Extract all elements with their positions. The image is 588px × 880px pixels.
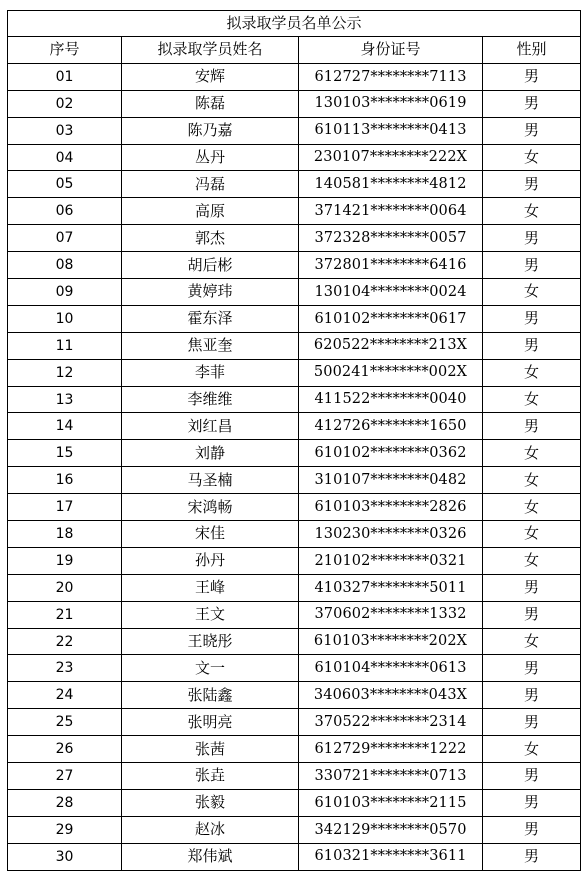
- table-row: [8, 198, 581, 225]
- cell-serial: 03: [8, 117, 122, 144]
- cell-id-number: 140581********4812: [299, 171, 483, 198]
- table-row: [8, 467, 581, 494]
- cell-name: 张垚: [122, 763, 299, 790]
- cell-id-number: 412726********1650: [299, 413, 483, 440]
- cell-name: 王峰: [122, 574, 299, 601]
- cell-id-number: 210102********0321: [299, 547, 483, 574]
- header-gender: 性别: [483, 37, 581, 64]
- cell-id-number: 330721********0713: [299, 763, 483, 790]
- cell-serial: 10: [8, 305, 122, 332]
- cell-id-number: 370522********2314: [299, 709, 483, 736]
- cell-id-number: 610321********3611: [299, 843, 483, 870]
- cell-id-number: 610103********2826: [299, 494, 483, 521]
- cell-name: 郑伟斌: [122, 843, 299, 870]
- cell-serial: 17: [8, 494, 122, 521]
- cell-name: 霍东泽: [122, 305, 299, 332]
- table-row: [8, 144, 581, 171]
- cell-name: 黄婷玮: [122, 279, 299, 306]
- cell-name: 李维维: [122, 386, 299, 413]
- cell-gender: 男: [483, 90, 581, 117]
- header-name: 拟录取学员姓名: [122, 37, 299, 64]
- cell-id-number: 310107********0482: [299, 467, 483, 494]
- admission-table: [7, 10, 581, 871]
- table-row: [8, 601, 581, 628]
- cell-serial: 26: [8, 736, 122, 763]
- cell-name: 李菲: [122, 359, 299, 386]
- cell-gender: 女: [483, 736, 581, 763]
- cell-id-number: 342129********0570: [299, 816, 483, 843]
- cell-serial: 12: [8, 359, 122, 386]
- table-row: [8, 763, 581, 790]
- table-row: [8, 736, 581, 763]
- cell-serial: 04: [8, 144, 122, 171]
- cell-id-number: 340603********043X: [299, 682, 483, 709]
- cell-gender: 女: [483, 359, 581, 386]
- cell-serial: 02: [8, 90, 122, 117]
- admission-list-sheet: [7, 10, 580, 871]
- cell-serial: 29: [8, 816, 122, 843]
- cell-serial: 27: [8, 763, 122, 790]
- cell-id-number: 130103********0619: [299, 90, 483, 117]
- table-row: [8, 117, 581, 144]
- cell-serial: 15: [8, 440, 122, 467]
- cell-id-number: 610103********202X: [299, 628, 483, 655]
- table-body: [8, 63, 581, 870]
- table-row: [8, 628, 581, 655]
- cell-id-number: 130230********0326: [299, 521, 483, 548]
- cell-serial: 21: [8, 601, 122, 628]
- cell-serial: 14: [8, 413, 122, 440]
- cell-name: 宋鸿畅: [122, 494, 299, 521]
- table-row: [8, 225, 581, 252]
- cell-serial: 01: [8, 63, 122, 90]
- cell-id-number: 372801********6416: [299, 252, 483, 279]
- cell-serial: 08: [8, 252, 122, 279]
- cell-gender: 男: [483, 63, 581, 90]
- cell-gender: 女: [483, 279, 581, 306]
- table-row: [8, 252, 581, 279]
- table-row: [8, 574, 581, 601]
- cell-serial: 11: [8, 332, 122, 359]
- cell-id-number: 370602********1332: [299, 601, 483, 628]
- cell-gender: 男: [483, 789, 581, 816]
- table-row: [8, 843, 581, 870]
- cell-name: 赵冰: [122, 816, 299, 843]
- cell-serial: 05: [8, 171, 122, 198]
- cell-id-number: 610103********2115: [299, 789, 483, 816]
- cell-name: 刘静: [122, 440, 299, 467]
- cell-id-number: 612727********7113: [299, 63, 483, 90]
- table-row: [8, 494, 581, 521]
- table-row: [8, 63, 581, 90]
- cell-serial: 19: [8, 547, 122, 574]
- table-row: [8, 709, 581, 736]
- cell-id-number: 610102********0362: [299, 440, 483, 467]
- cell-gender: 女: [483, 198, 581, 225]
- cell-id-number: 372328********0057: [299, 225, 483, 252]
- header-row: [8, 37, 581, 64]
- cell-gender: 女: [483, 547, 581, 574]
- cell-name: 刘红昌: [122, 413, 299, 440]
- table-row: [8, 413, 581, 440]
- cell-serial: 18: [8, 521, 122, 548]
- cell-gender: 女: [483, 494, 581, 521]
- cell-serial: 28: [8, 789, 122, 816]
- cell-gender: 女: [483, 440, 581, 467]
- cell-name: 陈乃嘉: [122, 117, 299, 144]
- cell-name: 张茜: [122, 736, 299, 763]
- table-row: [8, 90, 581, 117]
- cell-name: 王文: [122, 601, 299, 628]
- cell-id-number: 610104********0613: [299, 655, 483, 682]
- cell-gender: 男: [483, 171, 581, 198]
- cell-name: 张明亮: [122, 709, 299, 736]
- cell-id-number: 410327********5011: [299, 574, 483, 601]
- cell-gender: 男: [483, 117, 581, 144]
- cell-gender: 男: [483, 332, 581, 359]
- cell-gender: 男: [483, 574, 581, 601]
- table-row: [8, 816, 581, 843]
- cell-gender: 男: [483, 252, 581, 279]
- table-title: 拟录取学员名单公示: [8, 11, 581, 37]
- cell-name: 丛丹: [122, 144, 299, 171]
- table-row: [8, 359, 581, 386]
- cell-serial: 13: [8, 386, 122, 413]
- cell-gender: 男: [483, 843, 581, 870]
- cell-serial: 23: [8, 655, 122, 682]
- cell-gender: 女: [483, 467, 581, 494]
- cell-serial: 22: [8, 628, 122, 655]
- cell-gender: 男: [483, 305, 581, 332]
- header-serial: 序号: [8, 37, 122, 64]
- table-row: [8, 305, 581, 332]
- cell-name: 孙丹: [122, 547, 299, 574]
- cell-id-number: 230107********222X: [299, 144, 483, 171]
- cell-serial: 20: [8, 574, 122, 601]
- cell-gender: 男: [483, 655, 581, 682]
- cell-serial: 16: [8, 467, 122, 494]
- cell-name: 文一: [122, 655, 299, 682]
- cell-id-number: 130104********0024: [299, 279, 483, 306]
- cell-name: 张陆鑫: [122, 682, 299, 709]
- cell-serial: 25: [8, 709, 122, 736]
- cell-id-number: 500241********002X: [299, 359, 483, 386]
- table-row: [8, 171, 581, 198]
- header-id-number: 身份证号: [299, 37, 483, 64]
- cell-gender: 女: [483, 144, 581, 171]
- cell-serial: 30: [8, 843, 122, 870]
- cell-name: 郭杰: [122, 225, 299, 252]
- table-row: [8, 682, 581, 709]
- cell-gender: 女: [483, 521, 581, 548]
- cell-id-number: 371421********0064: [299, 198, 483, 225]
- table-row: [8, 440, 581, 467]
- cell-gender: 男: [483, 225, 581, 252]
- cell-id-number: 612729********1222: [299, 736, 483, 763]
- cell-name: 马圣楠: [122, 467, 299, 494]
- table-row: [8, 655, 581, 682]
- table-row: [8, 279, 581, 306]
- cell-id-number: 411522********0040: [299, 386, 483, 413]
- cell-gender: 男: [483, 601, 581, 628]
- cell-name: 焦亚奎: [122, 332, 299, 359]
- cell-serial: 24: [8, 682, 122, 709]
- cell-name: 胡后彬: [122, 252, 299, 279]
- cell-serial: 09: [8, 279, 122, 306]
- cell-serial: 07: [8, 225, 122, 252]
- cell-id-number: 620522********213X: [299, 332, 483, 359]
- cell-gender: 女: [483, 628, 581, 655]
- cell-name: 安辉: [122, 63, 299, 90]
- cell-name: 宋佳: [122, 521, 299, 548]
- cell-name: 冯磊: [122, 171, 299, 198]
- cell-serial: 06: [8, 198, 122, 225]
- cell-id-number: 610113********0413: [299, 117, 483, 144]
- cell-gender: 女: [483, 386, 581, 413]
- table-row: [8, 521, 581, 548]
- cell-name: 高原: [122, 198, 299, 225]
- cell-name: 陈磊: [122, 90, 299, 117]
- cell-gender: 男: [483, 709, 581, 736]
- cell-gender: 男: [483, 413, 581, 440]
- table-row: [8, 547, 581, 574]
- cell-gender: 男: [483, 682, 581, 709]
- table-row: [8, 332, 581, 359]
- cell-id-number: 610102********0617: [299, 305, 483, 332]
- cell-name: 王晓彤: [122, 628, 299, 655]
- table-row: [8, 789, 581, 816]
- cell-gender: 男: [483, 763, 581, 790]
- cell-name: 张毅: [122, 789, 299, 816]
- table-row: [8, 386, 581, 413]
- cell-gender: 男: [483, 816, 581, 843]
